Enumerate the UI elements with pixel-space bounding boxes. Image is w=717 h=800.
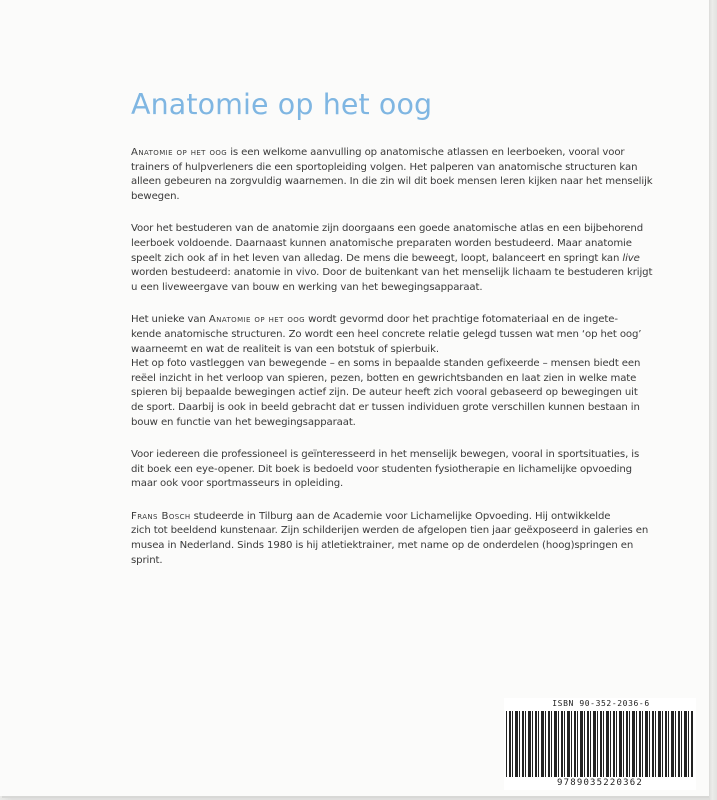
text-line: de sport. Daarbij is ook in beeld gebracht dat er tussen individuen grote verschillen kunnen bestaan in <box>131 401 640 413</box>
text-line: leerboek voldoende. Daarnaast kunnen anatomische preparaten worden bestudeerd. Maar anatomie <box>131 237 632 249</box>
text-line: trainers of hulpverleners die een sportopleiding volgen. Het palperen van anatomische structuren kan <box>131 161 638 173</box>
title-small-caps: Anatomie op het oog <box>208 314 306 326</box>
text-line: waarneemt en wat de realiteit is van een botstuk of spierbuik. <box>131 343 439 355</box>
text-line: reëel inzicht in het verloop van spieren, pezen, botten en gewrichtsbanden en laat zien in welke mate <box>131 372 637 384</box>
paragraph-author-bio <box>131 510 649 568</box>
text-line: musea in Nederland. Sinds 1980 is hij atletiektrainer, met name op de onderdelen (hoog)springen en <box>131 540 634 552</box>
text-line <box>131 510 611 525</box>
ean-number: 9789035220362 <box>556 778 644 788</box>
paragraph-audience <box>131 448 640 492</box>
text-line: alleen gebeuren na zorgvuldig waarnemen. In die zin wil dit boek mensen leren kijken naar het menselijk <box>131 176 653 188</box>
paragraph-unique <box>131 313 642 430</box>
barcode-icon <box>506 711 694 777</box>
text-fragment: studeerde in Tilburg aan de Academie voor Lichamelijke Opvoeding. Hij ontwikkelde <box>190 510 611 522</box>
text-line: Voor het bestuderen van de anatomie zijn doorgaans een goede anatomische atlas en een bijbehorend <box>131 223 644 235</box>
author-name: Frans Bosch <box>131 510 191 522</box>
text-line: sprint. <box>131 554 163 566</box>
isbn-label: ISBN 90-352-2036-6 <box>552 699 650 708</box>
text-line: worden bestudeerd: anatomie in vivo. Door de buitenkant van het menselijk lichaam te bestuderen krijgt <box>131 267 653 279</box>
text-line: dit boek een eye-opener. Dit boek is bedoeld voor studenten fysiotherapie en lichamelijke opvoeding <box>131 463 632 475</box>
text-line <box>131 252 640 267</box>
text-fragment: speelt zich ook af in het leven van alledag. De mens die beweegt, loopt, balanceert en springt kan <box>131 252 623 264</box>
text-line: bouw en functie van het bewegingsapparaat. <box>131 416 356 428</box>
text-line <box>131 146 625 161</box>
text-line: spieren bij bepaalde bewegingen actief zijn. De auteur heeft zich vooral gebaseerd op bewegingen uit <box>131 387 638 399</box>
text-line: zich tot beeldend kunstenaar. Zijn schilderijen werden de afgelopen tien jaar geëxposeerd in galeries en <box>131 525 649 537</box>
text-fragment: Het unieke van <box>131 314 209 326</box>
text-fragment: is een welkome aanvulling op anatomische atlassen en leerboeken, vooral voor <box>227 147 625 158</box>
blurb-text <box>131 146 653 568</box>
text-line: maar ook voor sportmasseurs in opleiding. <box>131 478 344 490</box>
text-line: Het op foto vastleggen van bewegende – en soms in bepaalde standen gefixeerde – mensen biedt een <box>131 358 641 370</box>
title-small-caps: Anatomie op het oog <box>131 147 228 158</box>
book-title: Anatomie op het oog <box>131 88 433 121</box>
text-line: Voor iedereen die professioneel is geïnteresseerd in het menselijk bewegen, vooral in sportsituaties, is <box>131 449 640 461</box>
text-line: bewegen. <box>131 190 180 202</box>
italic-word: live <box>622 252 640 264</box>
text-line: u een liveweergave van bouw en werking van het bewegingsapparaat. <box>131 281 483 293</box>
text-fragment: wordt gevormd door het prachtige fotomateriaal en de ingete- <box>305 314 618 326</box>
text-line: kende anatomische structuren. Zo wordt een heel concrete relatie gelegd tussen wat men ‘op het oog’ <box>131 328 642 340</box>
isbn-barcode <box>504 698 696 790</box>
text-line <box>131 313 618 328</box>
paragraph-study-anatomy <box>131 222 653 295</box>
paragraph-introduction <box>131 146 653 204</box>
cover-edge <box>709 0 717 800</box>
